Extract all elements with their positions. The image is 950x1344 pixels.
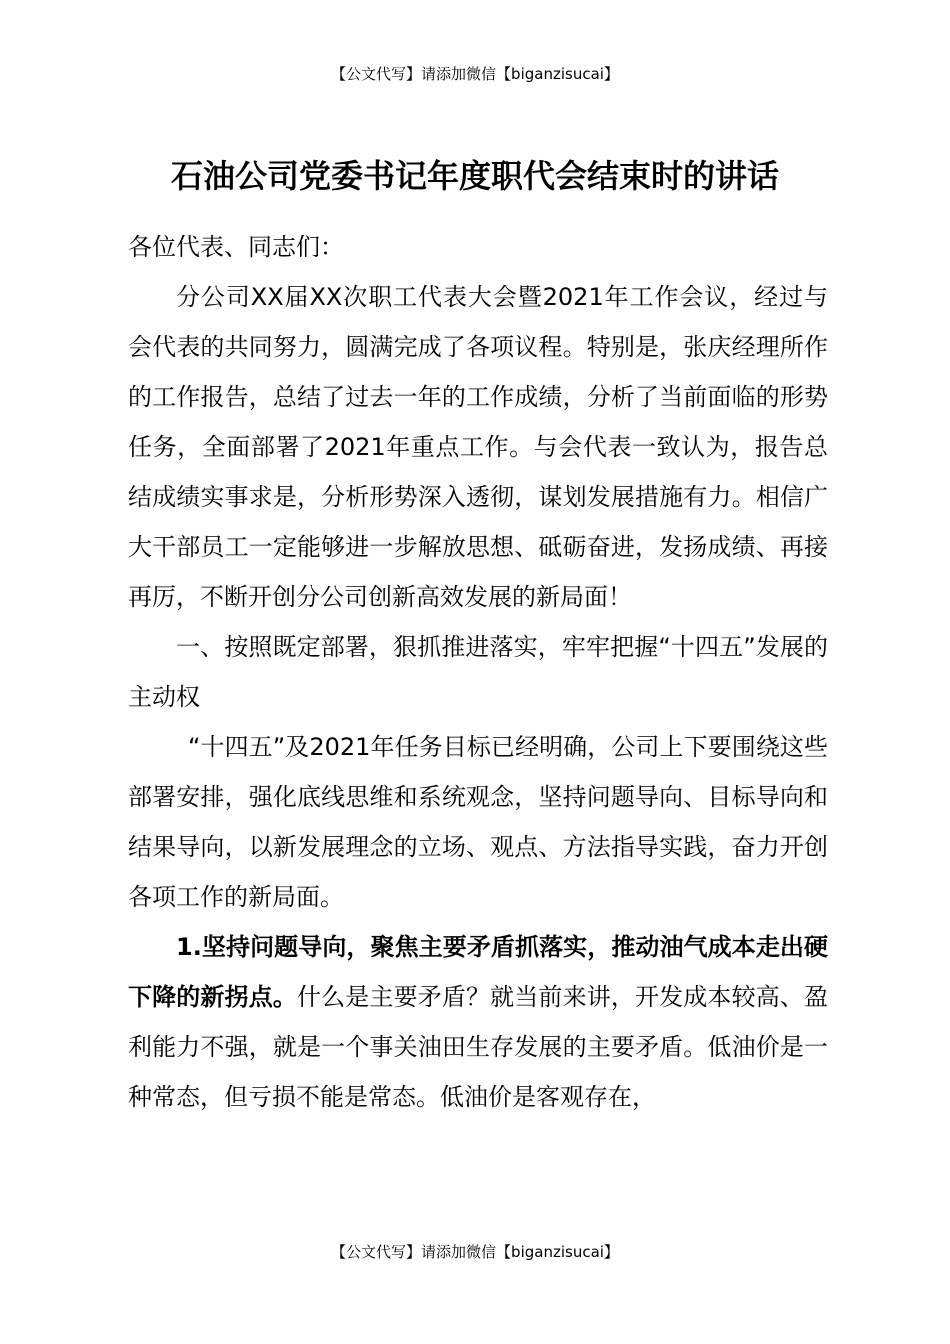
paragraph: 分公司XX届XX次职工代表大会暨2021年工作会议，经过与会代表的共同努力，圆满完成了各项议程。特别是，张庆经理所作的工作报告，总结了过去一年的工作成绩，分析了当前面临的形势任务，全面部署了2021年重点工作。与会代表一致认为，报告总结成绩实事求是，分析形势深入透彻，谋划发展措施有力。相信广大干部员工一定能够进一步解放思想、砥砺奋进，发扬成绩、再接再厉，不断开创分公司创新高效发展的新局面！ — [128, 283, 828, 611]
point-heading: 1.坚持问题导向，聚焦主要矛盾抓落实，推动油气成本走出硬下降的新拐点。 — [128, 933, 828, 1011]
salutation: 各位代表、同志们： — [128, 233, 344, 261]
document-body — [128, 222, 828, 1122]
footer-note: 【公文代写】请添加微信【biganzisucai】 — [331, 1243, 619, 1261]
header-note: 【公文代写】请添加微信【biganzisucai】 — [331, 65, 619, 83]
paragraph: “十四五”及2021年任务目标已经明确，公司上下要围绕这些部署安排，强化底线思维和系统观念，坚持问题导向、目标导向和结果导向，以新发展理念的立场、观点、方法指导实践，奋力开创各项工作的新局面。 — [128, 733, 828, 911]
section-heading: 一、按照既定部署，狠抓推进落实，牢牢把握“十四五”发展的主动权 — [128, 633, 828, 711]
point-paragraph — [128, 922, 828, 1122]
document-title: 石油公司党委书记年度职代会结束时的讲话 — [170, 157, 779, 195]
point-text: 什么是主要矛盾？就当前来讲，开发成本较高、盈利能力不强，就是一个事关油田生存发展的主要矛盾。低油价是一种常态，但亏损不能是常态。低油价是客观存在， — [128, 983, 828, 1111]
